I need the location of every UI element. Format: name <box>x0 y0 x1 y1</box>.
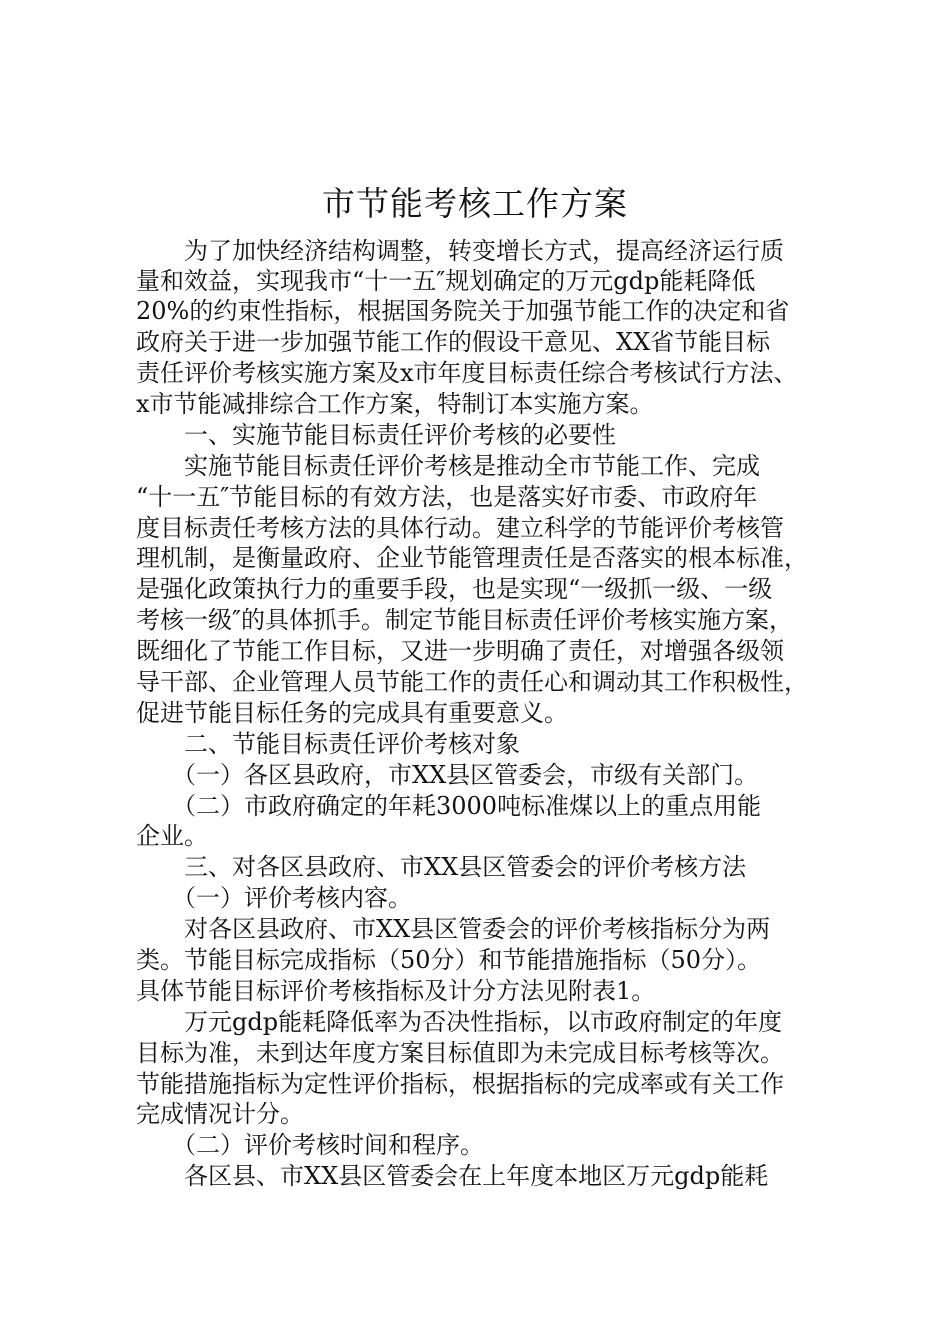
paragraph-line: 理机制，是衡量政府、企业节能管理责任是否落实的根本标准， <box>136 544 808 572</box>
paragraph-line: （一）评价考核内容。 <box>136 884 412 912</box>
paragraph-line: 实施节能目标责任评价考核是推动全市节能工作、完成 <box>136 452 760 480</box>
paragraph-line: 完成情况计分。 <box>136 1100 304 1128</box>
document-title: 市节能考核工作方案 <box>322 184 628 223</box>
paragraph-line: 既细化了节能工作目标，又进一步明确了责任，对增强各级领 <box>136 637 784 665</box>
paragraph-line: 目标为准，未到达年度方案目标值即为未完成目标考核等次。 <box>136 1039 784 1067</box>
paragraph-line: 各区县、市XX县区管委会在上年度本地区万元gdp能耗 <box>136 1162 769 1190</box>
paragraph-line: 节能措施指标为定性评价指标，根据指标的完成率或有关工作 <box>136 1070 784 1098</box>
paragraph-line: 量和效益，实现我市“十一五″规划确定的万元gdp能耗降低 <box>136 267 756 295</box>
paragraph-line: 类。节能目标完成指标（50分）和节能措施指标（50分）。 <box>136 946 762 974</box>
paragraph-line: 政府关于进一步加强节能工作的假设干意见、XX省节能目标 <box>136 328 771 356</box>
paragraph-line: 责任评价考核实施方案及x市年度目标责任综合考核试行方法、 <box>136 359 798 387</box>
paragraph-line: 具体节能目标评价考核指标及计分方法见附表1。 <box>136 977 656 1005</box>
paragraph-line: 为了加快经济结构调整，转变增长方式，提高经济运行质 <box>136 237 784 265</box>
paragraph-line: （二）市政府确定的年耗3000吨标准煤以上的重点用能 <box>136 792 762 820</box>
paragraph-line: 20%的约束性指标，根据国务院关于加强节能工作的决定和省 <box>136 297 790 325</box>
section-heading: 一、实施节能目标责任评价考核的必要性 <box>136 421 616 449</box>
paragraph-line: 企业。 <box>136 822 208 850</box>
paragraph-line: 促进节能目标任务的完成具有重要意义。 <box>136 699 568 727</box>
paragraph-line: 度目标责任考核方法的具体行动。建立科学的节能评价考核管 <box>136 514 784 542</box>
paragraph-line: （一）各区县政府，市XX县区管委会，市级有关部门。 <box>136 761 759 789</box>
paragraph-line: 万元gdp能耗降低率为否决性指标，以市政府制定的年度 <box>136 1008 783 1036</box>
paragraph-line: “十一五″节能目标的有效方法，也是落实好市委、市政府年 <box>136 483 758 511</box>
paragraph-line: x市节能减排综合工作方案，特制订本实施方案。 <box>136 390 654 418</box>
paragraph-line: 对各区县政府、市XX县区管委会的评价考核指标分为两 <box>136 915 771 943</box>
section-heading: 三、对各区县政府、市XX县区管委会的评价考核方法 <box>136 853 747 881</box>
section-heading: 二、节能目标责任评价考核对象 <box>136 730 520 758</box>
paragraph-line: 考核一级″的具体抓手。制定节能目标责任评价考核实施方案， <box>136 606 793 634</box>
paragraph-line: 导干部、企业管理人员节能工作的责任心和调动其工作积极性， <box>136 668 808 696</box>
paragraph-line: （二）评价考核时间和程序。 <box>136 1131 484 1159</box>
paragraph-line: 是强化政策执行力的重要手段，也是实现“一级抓一级、一级 <box>136 575 773 603</box>
